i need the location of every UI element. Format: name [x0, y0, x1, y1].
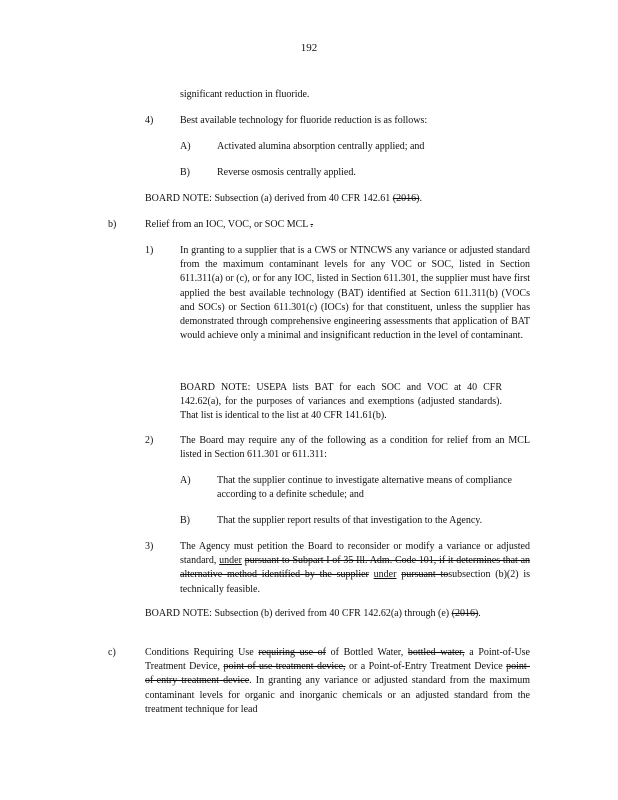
item-b2B-text: That the supplier report results of that investigation to the Agency.	[217, 515, 483, 526]
item-4A-text: Activated alumina absorption centrally applied; and	[217, 141, 425, 152]
item-b2-label: 2)	[145, 435, 154, 446]
item-4-label: 4)	[145, 115, 154, 126]
item-b1-text: In granting to a supplier that is a CWS or NTNCWS any variance or adjusted standard from the maximum contaminant levels for any VOC or SOC, listed in Section 611.311(a) or (c), or for any IOC, listed in Section 611.301, the supplier must have first applied the best available technology (BAT) identified at Section 611.311(b) (VOCs and SOCs) or Section 611.301(c) (IOCs) for that constituent, unless the supplier has demonstrated through comprehensive engineering assessments that application of BAT would achieve only a minimal and insignificant reduction in the level of contaminant.	[180, 245, 530, 342]
item-b3-text: The Agency must petition the Board to reconsider or modify a variance or adjusted standard, under pursuant to Subpart I of 35 Ill. Adm. Code 101, if it determines that an alternative method identified by the supplier under pursuant tosubsection (b)(2) is technically feasible.	[180, 541, 531, 595]
board-note-b1: BOARD NOTE: USEPA lists BAT for each SOC and VOC at 40 CFR 142.62(a), for the purposes of variances and exemptions (adjusted standards). That list is identical to the list at 40 CFR 141.61(b).	[180, 382, 502, 422]
item-b2B-label: B)	[180, 515, 190, 526]
item-b2A-label: A)	[180, 475, 191, 486]
struck-year-b: (2016)	[451, 608, 479, 619]
item-b2-text: The Board may require any of the following as a condition for relief from an MCL listed in Section 611.301 or 611.311:	[180, 435, 530, 461]
deleted-text-2: pursuant to	[401, 569, 449, 581]
item-4A-label: A)	[180, 141, 191, 152]
subsection-c-label: c)	[108, 647, 116, 658]
item-b1-label: 1)	[145, 245, 154, 256]
inserted-text: under	[219, 555, 242, 567]
board-note-b: BOARD NOTE: Subsection (b) derived from 40 CFR 142.62(a) through (e) (2016).	[145, 608, 481, 619]
item-4-text: Best available technology for fluoride reduction is as follows:	[180, 115, 428, 126]
item-4B-text: Reverse osmosis centrally applied.	[217, 167, 356, 178]
board-note-a: BOARD NOTE: Subsection (a) derived from 40 CFR 142.61 (2016).	[145, 193, 422, 204]
item-b3-label: 3)	[145, 541, 154, 552]
deleted-text: pursuant to Subpart I of 35 Ill. Adm. Code 101, if it determines that an alternative method identified by the supplier	[180, 555, 531, 581]
item-4B-label: B)	[180, 167, 190, 178]
inserted-text-2: under	[373, 569, 397, 581]
subsection-b-heading: Relief from an IOC, VOC, or SOC MCL .	[145, 219, 314, 230]
struck-year: (2016)	[392, 193, 420, 204]
subsection-b-label: b)	[108, 219, 117, 230]
item-b2A-text: That the supplier continue to investigate alternative means of compliance according to a definite schedule; and	[217, 475, 512, 501]
subsection-c-text: Conditions Requiring Use requiring use of of Bottled Water, bottled water, a Point-of-Use Treatment Device, point-of-use treatment device, or a Point-of-Entry Treatment Device point-of-entry treatment device. In granting any variance or adjusted standard from the maximum contaminant levels for organic and inorganic chemicals or an adjusted standard from the treatment technique for lead	[145, 647, 531, 715]
page-number: 192	[300, 42, 318, 54]
fluoride-reduction-text: significant reduction in fluoride.	[180, 89, 310, 100]
board-note-a-text: BOARD NOTE: Subsection (a) derived from 40 CFR 142.61	[145, 193, 391, 204]
